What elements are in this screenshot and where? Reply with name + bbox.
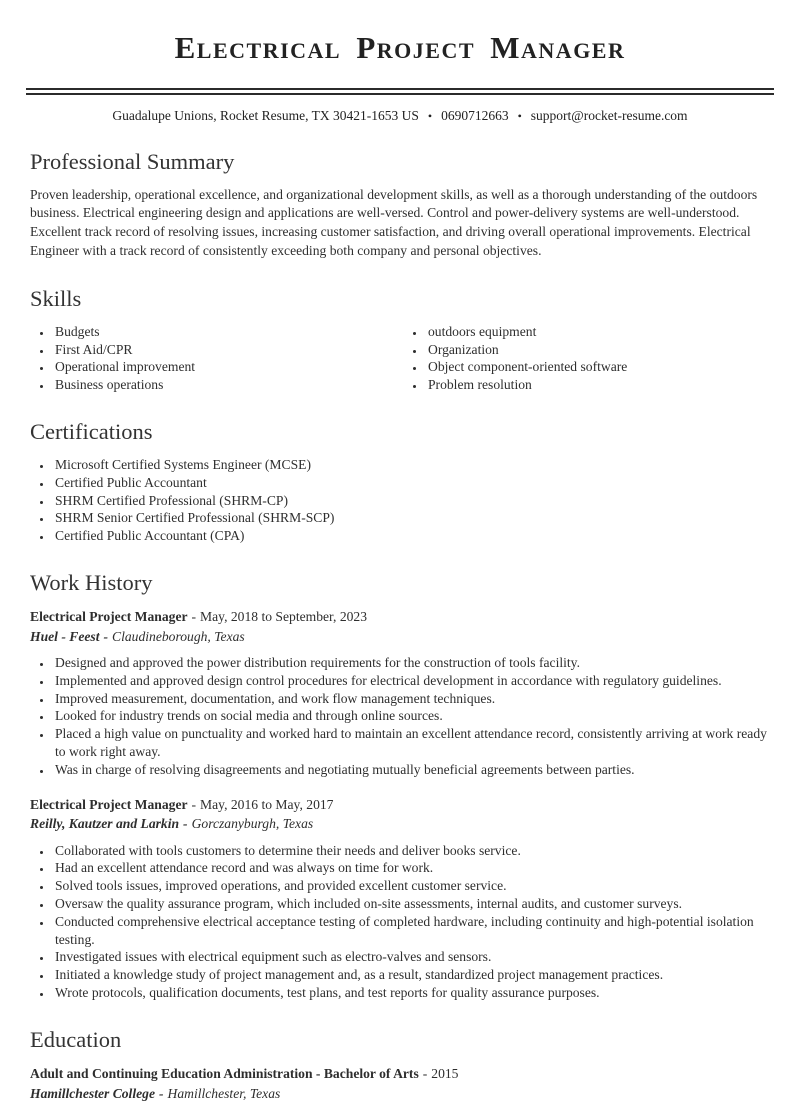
header-double-rule <box>26 88 774 95</box>
certifications-list <box>30 456 770 545</box>
job-bullet: • Had an excellent attendance record and was always on time for work. <box>53 859 770 877</box>
skill-item: • Organization <box>426 341 773 359</box>
skill-item: • Operational improvement <box>53 358 400 376</box>
section-professional-summary <box>30 148 770 261</box>
job-bullet: • Investigated issues with electrical equipment such as electro-valves and sensors. <box>53 948 770 966</box>
certification-item: • Microsoft Certified Systems Engineer (MCSE) <box>53 456 770 474</box>
contact-email: support@rocket-resume.com <box>530 107 688 123</box>
separator-dash: - <box>183 816 188 832</box>
job-company: Reilly, Kautzer and Larkin <box>30 816 180 832</box>
job-bullet: • Implemented and approved design control procedures for electrical development in accordance with regulatory guidelines. <box>53 672 770 690</box>
section-work-history <box>30 569 770 1002</box>
job-location: Claudineborough, Texas <box>112 628 245 644</box>
job-title: Electrical Project Manager <box>30 796 188 812</box>
job-company: Huel - Feest <box>30 628 100 644</box>
job-entry <box>30 607 770 779</box>
separator-dash: - <box>191 796 197 812</box>
certification-item: • Certified Public Accountant <box>53 474 770 492</box>
contact-phone: 0690712663 <box>441 107 509 123</box>
job-bullet: • Wrote protocols, qualification documents, test plans, and test reports for quality assurance purposes. <box>53 984 770 1002</box>
education-location: Hamillchester, Texas <box>167 1086 281 1102</box>
job-bullet: • Was in charge of resolving disagreements and negotiating mutually beneficial agreements between parties. <box>53 761 770 779</box>
skill-item: • Problem resolution <box>426 376 773 394</box>
contact-separator-dot: • <box>517 108 522 123</box>
education-school: Hamillchester College <box>30 1086 155 1102</box>
contact-address: Guadalupe Unions, Rocket Resume, TX 30421-1653 US <box>112 107 419 123</box>
contact-separator-dot: • <box>427 108 433 123</box>
resume-title: Electrical Project Manager <box>174 30 626 65</box>
education-degree-line <box>30 1064 770 1085</box>
job-bullet: • Designed and approved the power distribution requirements for the construction of tools facility. <box>53 654 770 672</box>
skills-list-right <box>403 323 773 394</box>
education-heading: Education <box>30 1026 122 1052</box>
skill-item: • Object component-oriented software <box>426 358 773 376</box>
job-bullet-list <box>30 654 770 779</box>
skill-item: • First Aid/CPR <box>53 341 400 359</box>
separator-dash: - <box>103 628 109 644</box>
professional-summary-heading: Professional Summary <box>30 148 235 174</box>
skills-columns <box>30 323 770 394</box>
job-bullet-list <box>30 842 770 1002</box>
section-education <box>30 1026 770 1105</box>
job-dates: May, 2016 to May, 2017 <box>200 796 334 812</box>
education-year: 2015 <box>431 1065 459 1081</box>
skills-heading: Skills <box>30 285 82 311</box>
job-location: Gorczanyburgh, Texas <box>191 816 314 832</box>
education-degree: Adult and Continuing Education Administration - Bachelor of Arts <box>30 1065 419 1081</box>
education-school-line <box>30 1084 770 1105</box>
job-bullet: • Looked for industry trends on social media and through online sources. <box>53 707 770 725</box>
skill-item: • outdoors equipment <box>426 323 773 341</box>
skills-list-left <box>30 323 400 394</box>
job-title-line <box>30 795 770 815</box>
skill-item: • Budgets <box>53 323 400 341</box>
certification-item: • SHRM Certified Professional (SHRM-CP) <box>53 492 770 510</box>
job-title-line <box>30 607 770 627</box>
professional-summary-text: Proven leadership, operational excellence, and organizational development skills, as well as a thorough understanding of the outdoors business. Electrical engineering design and applications are well-versed. Control and power-delivery systems are well-understood. Excellent track record of resolving issues, increasing customer satisfaction, and driving overall operational improvements. Electrical Engineer with a track record of consistently exceeding both company and personal objectives. <box>30 186 758 259</box>
certifications-heading: Certifications <box>30 419 153 445</box>
work-history-heading: Work History <box>30 570 153 595</box>
job-dates: May, 2018 to September, 2023 <box>200 609 368 624</box>
job-bullet: • Collaborated with tools customers to determine their needs and deliver books service. <box>53 842 770 860</box>
skill-item: • Business operations <box>53 376 400 394</box>
certification-item: • SHRM Senior Certified Professional (SHRM-SCP) <box>53 509 770 527</box>
job-bullet: • Solved tools issues, improved operations, and provided excellent customer service. <box>53 877 770 895</box>
certification-item: • Certified Public Accountant (CPA) <box>53 527 770 545</box>
job-bullet: • Conducted comprehensive electrical acceptance testing of completed hardware, including continuity and high-potential isolation testing. <box>53 913 770 949</box>
job-bullet: • Placed a high value on punctuality and worked hard to maintain an excellent attendance record, consistently arriving at work ready to work right away. <box>53 725 770 761</box>
separator-dash: - <box>422 1065 428 1081</box>
section-certifications <box>30 418 770 545</box>
job-bullet: • Oversaw the quality assurance program, which included on-site assessments, internal audits, and customer surveys. <box>53 895 770 913</box>
section-skills <box>30 285 770 394</box>
job-title: Electrical Project Manager <box>30 609 188 624</box>
job-company-line <box>30 627 770 647</box>
job-bullet: • Improved measurement, documentation, and work flow management techniques. <box>53 690 770 708</box>
job-company-line <box>30 814 770 834</box>
contact-line <box>30 108 770 124</box>
separator-dash: - <box>191 609 197 624</box>
job-entry <box>30 795 770 1002</box>
job-bullet: • Initiated a knowledge study of project management and, as a result, standardized project management practices. <box>53 966 770 984</box>
separator-dash: - <box>158 1086 164 1102</box>
